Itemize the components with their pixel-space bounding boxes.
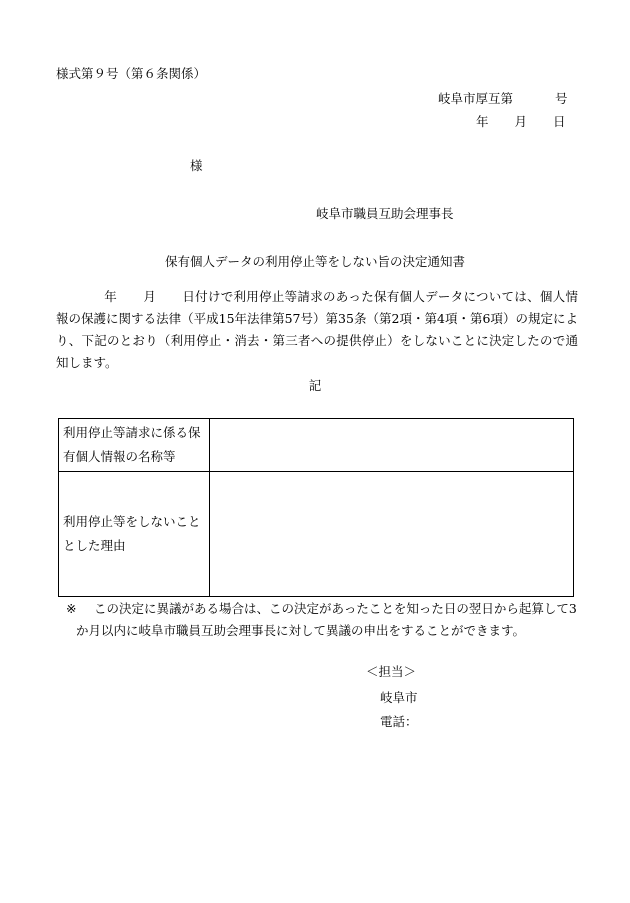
body-text: 日付けで利用停止等請求のあった保有個人データについては、個人情報の保護に関する法律（平成15年法律第57号）第35条（第2項・第4項・第6項）の規定により、下記のとおり（利用停止・消去・第三者への提供停止）をしないことに決定したので通知します。 — [56, 289, 578, 370]
table-value-reason — [210, 472, 574, 597]
document-date — [476, 112, 566, 130]
date-day-label: 日 — [553, 114, 566, 129]
table-label-reason: 利用停止等をしないこととした理由 — [59, 472, 210, 597]
note-text: この決定に異議がある場合は、この決定があったことを知った日の翌日から起算して3か月以内に岐阜市職員互助会理事長に対して異議の申出をすることができます。 — [76, 601, 577, 638]
date-year-label: 年 — [476, 114, 489, 129]
note-mark: ※ — [66, 601, 77, 616]
document-number-suffix: 号 — [555, 91, 568, 106]
date-month-label: 月 — [514, 114, 528, 129]
document-title: 保有個人データの利用停止等をしない旨の決定通知書 — [164, 254, 465, 269]
table-label-data-name: 利用停止等請求に係る保有個人情報の名称等 — [59, 419, 210, 472]
table-value-data-name — [210, 419, 574, 472]
body-month-label: 月 — [143, 289, 157, 304]
table-row — [59, 419, 574, 472]
form-number: 様式第９号（第６条関係） — [56, 66, 207, 81]
sender: 岐阜市職員互助会理事長 — [316, 206, 454, 221]
document-number — [438, 89, 568, 107]
notice-body — [56, 286, 578, 374]
contact-phone-label: 電話： — [380, 714, 418, 729]
addressee: 様 — [190, 158, 203, 173]
ki-heading: 記 — [308, 378, 322, 393]
decision-table — [58, 418, 574, 597]
objection-note — [66, 598, 578, 642]
table-row — [59, 472, 574, 597]
contact-heading: ＜担当＞ — [366, 664, 417, 679]
document-number-prefix: 岐阜市厚互第 — [438, 91, 514, 106]
contact-organization: 岐阜市 — [380, 690, 418, 705]
body-year-label: 年 — [104, 289, 118, 304]
